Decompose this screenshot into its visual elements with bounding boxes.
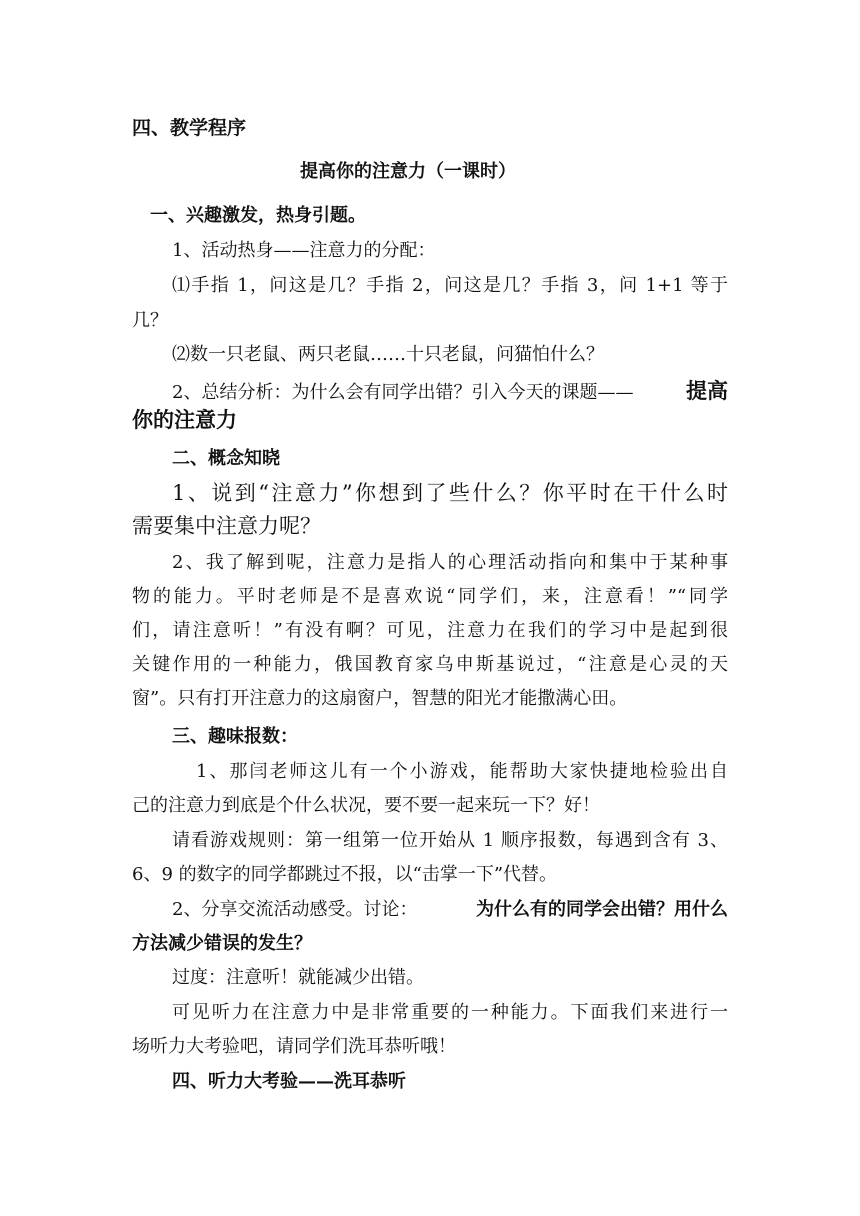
part3-transition: 过度：注意听！就能减少出错。 xyxy=(172,967,424,988)
part2-item1-line1: 1、说到“注意力”你想到了些什么？你平时在干什么时 xyxy=(172,481,728,505)
part1-heading: 一、兴趣激发，热身引题。 xyxy=(150,205,366,226)
part4-heading: 四、听力大考验——洗耳恭听 xyxy=(172,1071,406,1092)
part1-item1-sub1-line2: 几？ xyxy=(132,310,168,331)
part3-item2-text: 2、分享交流活动感受。讨论： xyxy=(172,899,418,920)
part3-conclusion-line1: 可见听力在注意力中是非常重要的一种能力。下面我们来进行一 xyxy=(172,1002,728,1023)
part2-item1-line2: 需要集中注意力呢？ xyxy=(132,514,321,538)
part2-item2-line1: 2、我了解到呢，注意力是指人的心理活动指向和集中于某种事 xyxy=(172,552,728,573)
part3-item2-bold-start: 为什么有的同学会出错？用什么 xyxy=(476,899,728,920)
part1-item1: 1、活动热身——注意力的分配： xyxy=(172,240,436,261)
part3-item1-line2: 己的注意力到底是个什么状况，要不要一起来玩一下？好！ xyxy=(132,795,600,816)
part3-item1-line1: 1、那闫老师这儿有一个小游戏，能帮助大家快捷地检验出自 xyxy=(196,761,728,782)
part3-heading: 三、趣味报数： xyxy=(172,726,298,747)
part1-item1-sub1-line1: ⑴手指 1，问这是几？手指 2，问这是几？手指 3，问 1+1 等于 xyxy=(172,275,728,296)
part1-item2-bold-start: 提高 xyxy=(686,378,728,403)
lesson-title: 提高你的注意力（一课时） xyxy=(300,161,516,182)
part3-item2-line1 xyxy=(172,898,728,922)
part2-item2-line3: 们，请注意听！”有没有啊？可见，注意力在我们的学习中是起到很 xyxy=(132,620,728,641)
part2-item2-line2: 物的能力。平时老师是不是喜欢说“同学们，来，注意看！”“同学 xyxy=(132,586,728,607)
part1-item2-text: 2、总结分析：为什么会有同学出错？引入今天的课题—— xyxy=(172,382,634,403)
part1-item2-bold-end: 你的注意力 xyxy=(132,407,237,432)
part2-item2-line5: 窗”。只有打开注意力的这扇窗户，智慧的阳光才能撒满心田。 xyxy=(132,688,628,709)
part1-item2-line1 xyxy=(172,377,728,405)
part3-rules-line1: 请看游戏规则：第一组第一位开始从 1 顺序报数，每遇到含有 3、 xyxy=(172,830,728,851)
part3-rules-line2: 6、9 的数字的同学都跳过不报，以“击掌一下”代替。 xyxy=(132,864,558,885)
part3-item2-bold-end: 方法减少错误的发生？ xyxy=(132,933,312,954)
section-heading: 四、教学程序 xyxy=(132,117,247,139)
part2-item2-line4: 关键作用的一种能力，俄国教育家乌申斯基说过，“注意是心灵的天 xyxy=(132,654,728,675)
part2-heading: 二、概念知晓 xyxy=(172,448,280,469)
part3-conclusion-line2: 场听力大考验吧，请同学们洗耳恭听哦！ xyxy=(132,1036,456,1057)
part1-item1-sub2: ⑵数一只老鼠、两只老鼠……十只老鼠，问猫怕什么？ xyxy=(172,344,604,365)
